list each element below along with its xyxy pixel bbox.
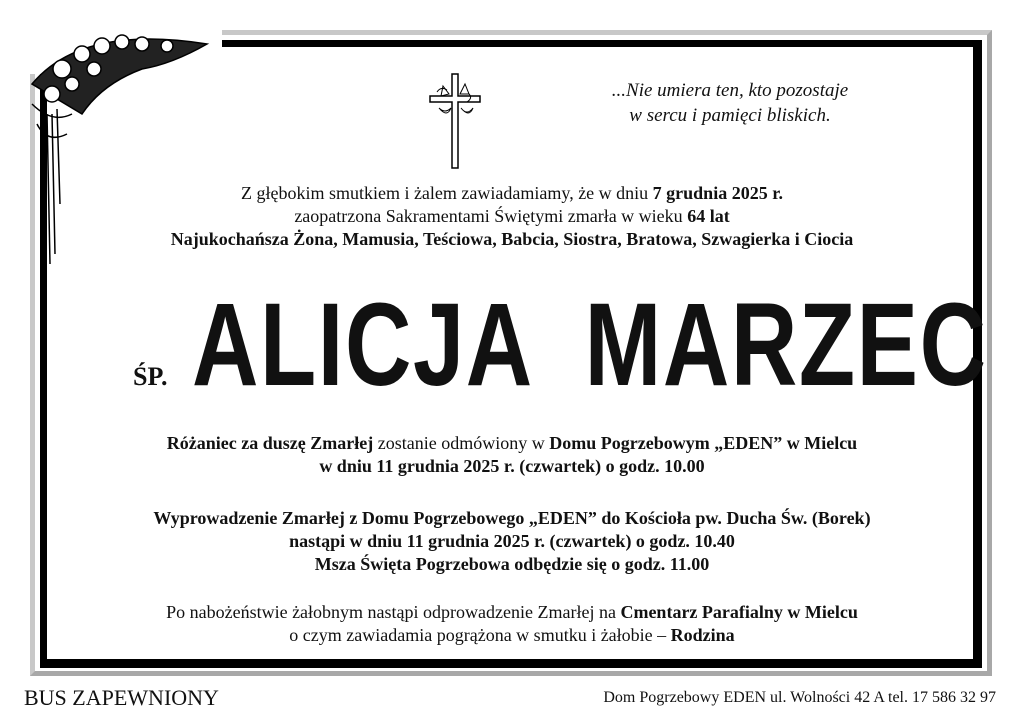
- bus-provided-note: BUS ZAPEWNIONY: [24, 685, 219, 710]
- funeral-home-contact: Dom Pogrzebowy EDEN ul. Wolności 42 A tel. 17 586 32 97: [603, 689, 996, 706]
- mass-time: Msza Święta Pogrzebowa odbędzie się o godz. 11.00: [314, 554, 710, 574]
- burial-text: Po nabożeństwie żałobnym nastąpi odprowadzenie Zmarłej na: [166, 602, 621, 622]
- quote-line-2: w sercu i pamięci bliskich.: [629, 105, 831, 126]
- death-announcement: [60, 182, 964, 251]
- intro-text: zaopatrzona Sakramentami Świętymi zmarła w wieku: [294, 206, 688, 226]
- rosary-info: [60, 432, 964, 478]
- family-roles: Najukochańsza Żona, Mamusia, Teściowa, Babcia, Siostra, Bratowa, Szwagierka i Ciocia: [170, 229, 854, 249]
- rosary-text: zostanie odmówiony w: [373, 433, 550, 453]
- rosary-location: Domu Pogrzebowym „EDEN” w Mielcu: [549, 433, 858, 453]
- memorial-quote: [560, 78, 900, 128]
- procession-line-2: nastąpi w dniu 11 grudnia 2025 r. (czwartek) o godz. 10.40: [289, 531, 735, 551]
- cross-with-lilies-icon: [425, 72, 485, 170]
- deceased-name: ALICJA MARZEC: [192, 279, 988, 411]
- burial-info: [60, 601, 964, 647]
- burial-text: o czym zawiadamia pogrążona w smutku i żałobie –: [289, 625, 671, 645]
- quote-line-1: ...Nie umiera ten, kto pozostaje: [611, 80, 849, 101]
- intro-text: Z głębokim smutkiem i żalem zawiadamiamy, że w dniu: [240, 183, 653, 203]
- cemetery-name: Cmentarz Parafialny w Mielcu: [620, 602, 858, 622]
- family-signature: Rodzina: [670, 625, 735, 645]
- procession-info: [60, 507, 964, 576]
- rosary-title: Różaniec za duszę Zmarłej: [166, 433, 374, 453]
- rosary-date: w dniu 11 grudnia 2025 r. (czwartek) o godz. 10.00: [319, 456, 705, 476]
- procession-line-1: Wyprowadzenie Zmarłej z Domu Pogrzebowego „EDEN” do Kościoła pw. Ducha Św. (Borek): [153, 508, 871, 528]
- death-date: 7 grudnia 2025 r.: [652, 183, 784, 203]
- age: 64 lat: [687, 206, 730, 226]
- deceased-prefix: ŚP.: [133, 362, 168, 391]
